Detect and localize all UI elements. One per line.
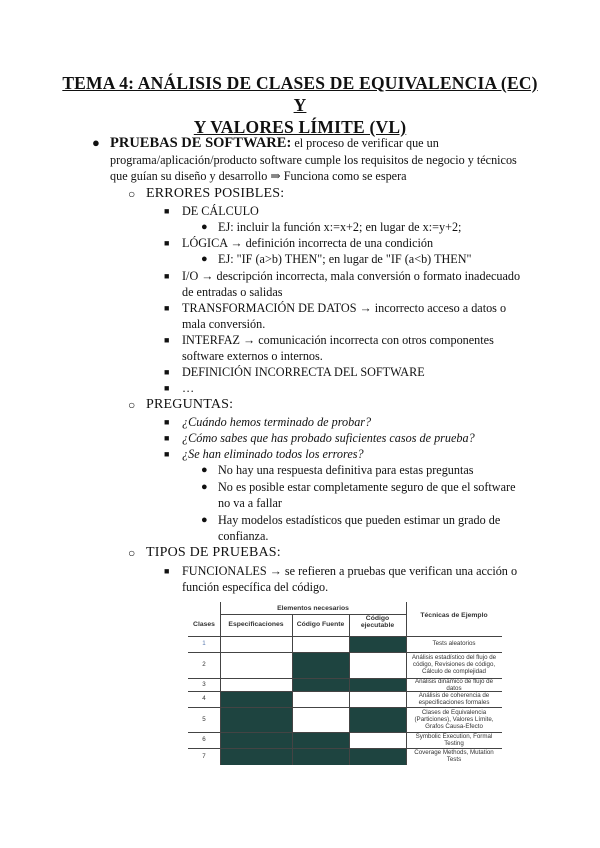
square-bullet-icon: ■ <box>164 449 170 459</box>
fill-cell-row2-codigo <box>292 652 349 678</box>
fill-cell-row6-espec-codigo <box>220 732 349 748</box>
table-header-clases: Clases <box>193 621 215 628</box>
pruebas-definition-line-2: programa/aplicación/producto software cumple los requisitos de negocio y técnicos <box>110 153 517 167</box>
square-bullet-icon: ■ <box>164 206 170 216</box>
funcionales-line-1: FUNCIONALES → se refieren a pruebas que verifican una acción o <box>182 564 518 578</box>
test-classes-table <box>188 602 502 765</box>
error-calculo: DE CÁLCULO <box>182 204 259 218</box>
square-bullet-icon: ■ <box>164 238 170 248</box>
row-technique: Symbolic Execution, Formal Testing <box>415 733 493 748</box>
pruebas-definition-line-3: que guían su diseño y desarrollo ⇒ Funciona como se espera <box>110 169 407 183</box>
error-io-line-2: de entradas o salidas <box>182 285 283 299</box>
error-ellipsis: … <box>182 381 195 395</box>
fill-cell-row5-espec <box>220 707 292 732</box>
fill-cell-row5-ejec <box>349 707 406 732</box>
pregunta-2: ¿Cómo sabes que has probado suficientes casos de prueba? <box>182 431 475 445</box>
row-technique: Análisis dinámico de flujo de datos <box>414 678 494 693</box>
square-bullet-icon: ■ <box>164 303 170 313</box>
respuesta-1: No hay una respuesta definitiva para estas preguntas <box>218 463 474 477</box>
square-bullet-icon: ■ <box>164 383 170 393</box>
square-bullet-icon: ■ <box>164 566 170 576</box>
pregunta-3: ¿Se han eliminado todos los errores? <box>182 447 364 461</box>
error-interfaz-line-2: software externos o internos. <box>182 349 323 363</box>
square-bullet-icon: ■ <box>164 433 170 443</box>
bullet-dot-icon: ● <box>201 481 208 493</box>
square-bullet-icon: ■ <box>164 271 170 281</box>
row-technique: Tests aleatorios <box>432 640 476 647</box>
title-line-2: Y VALORES LÍMITE (VL) <box>193 117 407 137</box>
error-calculo-example: EJ: incluir la función x:=x+2; en lugar de x:=y+2; <box>218 220 462 234</box>
bullet-dot-icon: ● <box>92 135 100 150</box>
circle-bullet-icon: ○ <box>128 398 136 412</box>
row-technique: Análisis de coherencia de especificaciones formales <box>418 692 490 707</box>
funcionales-line-2: función específica del código. <box>182 580 329 594</box>
circle-bullet-icon: ○ <box>128 546 136 560</box>
square-bullet-icon: ■ <box>164 417 170 427</box>
row-class-number: 2 <box>202 661 206 668</box>
row-technique: Clases de Equivalencia (Particiones), Valores Límite, Grafos Causa-Efecto <box>414 709 494 731</box>
tipos-heading: TIPOS DE PRUEBAS: <box>146 545 281 560</box>
row-class-number: 3 <box>202 681 206 688</box>
row-class-number: 7 <box>202 753 206 760</box>
row-class-number: 4 <box>202 695 206 702</box>
table-header-codigo-ejecutable: Código ejecutable <box>360 615 395 630</box>
pruebas-label: PRUEBAS DE SOFTWARE: <box>110 135 292 151</box>
error-transformacion-line-2: mala conversión. <box>182 317 266 331</box>
error-interfaz-line-1: INTERFAZ → comunicación incorrecta con otros componentes <box>182 333 494 347</box>
fill-cell-row1-ejec <box>349 636 406 652</box>
error-transformacion-line-1: TRANSFORMACIÓN DE DATOS → incorrecto acceso a datos o <box>182 301 507 315</box>
error-logica-example: EJ: "IF (a>b) THEN"; en lugar de "IF (a<b) THEN" <box>218 252 472 266</box>
row-class-number: 1 <box>202 640 206 647</box>
bullet-dot-icon: ● <box>201 514 208 526</box>
grid-line <box>220 614 406 615</box>
square-bullet-icon: ■ <box>164 335 170 345</box>
bullet-dot-icon: ● <box>201 464 208 476</box>
row-technique: Coverage Methods, Mutation Tests <box>414 749 494 764</box>
preguntas-heading: PREGUNTAS: <box>146 397 234 412</box>
table-header-tecnicas: Técnicas de Ejemplo <box>420 612 488 619</box>
grid-line <box>220 602 221 765</box>
pregunta-1: ¿Cuándo hemos terminado de probar? <box>182 415 372 429</box>
error-logica: LÓGICA → definición incorrecta de una condición <box>182 236 434 250</box>
respuesta-3-line-2: confianza. <box>218 529 269 543</box>
table-header-group: Elementos necesarios <box>277 605 349 612</box>
fill-cell-row7-all <box>220 748 406 765</box>
bullet-dot-icon: ● <box>201 221 208 233</box>
title-line-1: TEMA 4: ANÁLISIS DE CLASES DE EQUIVALENCIA (EC) Y <box>62 73 538 115</box>
error-io-line-1: I/O → descripción incorrecta, mala conversión o formato inadecuado <box>182 269 521 283</box>
respuesta-3-line-1: Hay modelos estadísticos que pueden estimar un grado de <box>218 513 501 527</box>
circle-bullet-icon: ○ <box>128 187 136 201</box>
fill-cell-row4-espec <box>220 691 292 707</box>
table-header-especificaciones: Especificaciones <box>228 621 284 628</box>
bullet-dot-icon: ● <box>201 253 208 265</box>
row-class-number: 6 <box>202 736 206 743</box>
error-definicion: DEFINICIÓN INCORRECTA DEL SOFTWARE <box>182 365 425 379</box>
row-class-number: 5 <box>202 716 206 723</box>
page-title <box>60 72 540 138</box>
row-technique: Análisis estadístico del flujo de código, Revisiones de código, Cálculo de complejidad <box>411 654 497 676</box>
errores-heading: ERRORES POSIBLES: <box>146 186 285 201</box>
respuesta-2-line-2: no va a fallar <box>218 496 282 510</box>
square-bullet-icon: ■ <box>164 367 170 377</box>
pruebas-definition-line-1: PRUEBAS DE SOFTWARE: el proceso de verificar que un <box>110 135 439 151</box>
respuesta-2-line-1: No es posible estar completamente seguro de que el software <box>218 480 516 494</box>
table-header-codigo-fuente: Código Fuente <box>296 621 345 628</box>
